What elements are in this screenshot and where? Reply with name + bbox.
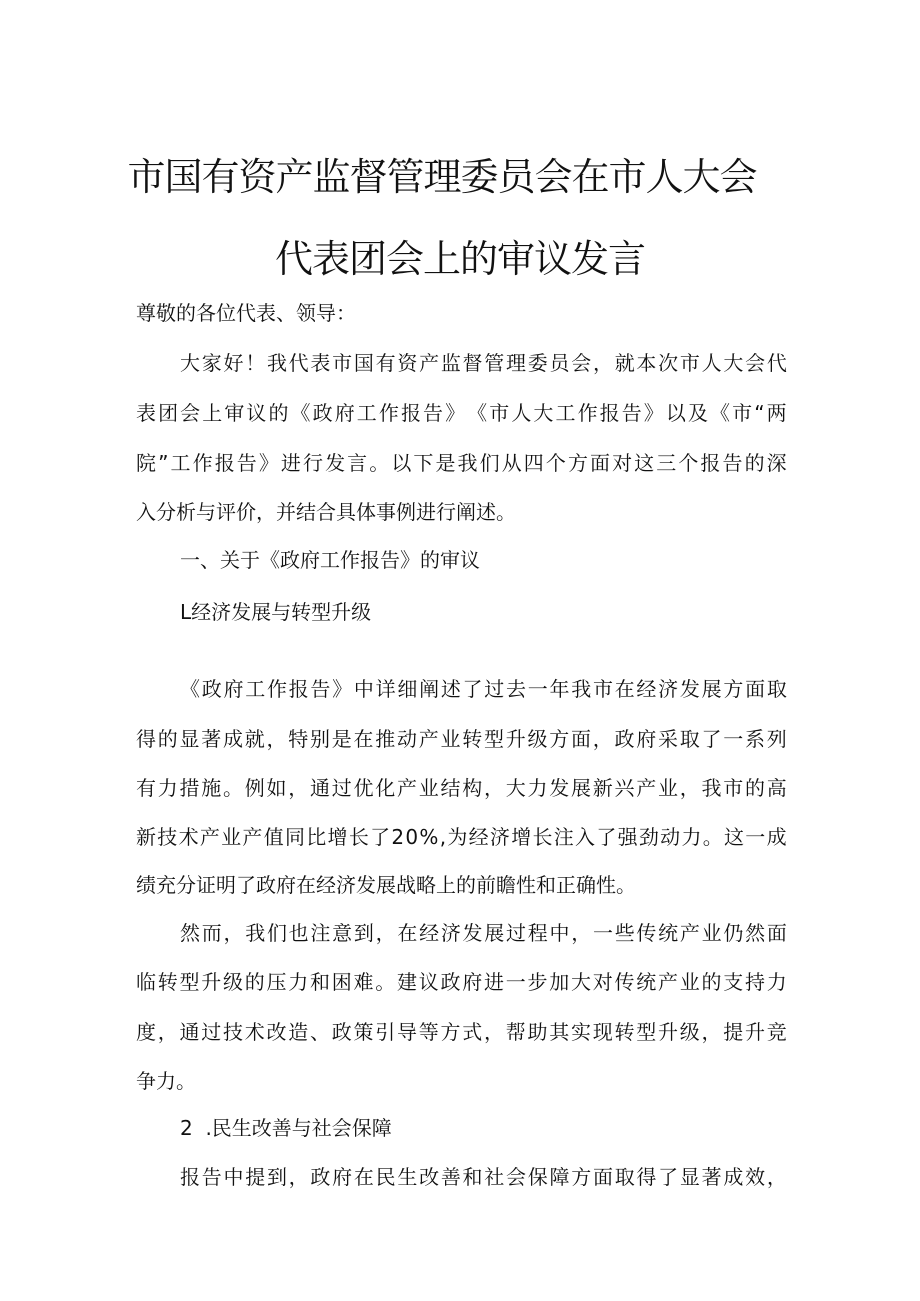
intro-line-2: 表 团 会 上 审 议 的 《 政 府 工 作 报 告 》 《 市 人 大 工 作 报 告 》 以 及 《 市 “ 两 — [136, 401, 787, 425]
subsection-2-heading: 2 .民生改善与社会保障 — [180, 1116, 392, 1140]
para-1-line-5: 绩充分证明了政府在经济发展战略上的前瞻性和正确性。 — [136, 873, 636, 897]
intro-line-4: 入分析与评价，并结合具体事例进行阐述。 — [136, 500, 516, 524]
para-2-line-1: 然 而 ， 我 们 也 注 意 到 ， 在 经 济 发 展 过 程 中 ， 一 些 传 统 产 业 仍 然 面 — [180, 921, 787, 945]
para-1-line-1: 《 政 府 工 作 报 告 》 中 详 细 阐 述 了 过 去 一 年 我 市 在 经 济 发 展 方 面 取 — [180, 677, 787, 701]
document-title-line-2: 代表团会上的审议发言 — [274, 237, 645, 281]
subsection-1-heading: L经济发展与转型升级 — [180, 600, 372, 624]
document-title-line-1: 市国有资产监督管理委员会在市人大会 — [127, 155, 757, 199]
salutation: 尊敬的各位代表、领导： — [136, 301, 356, 325]
para-1-line-2: 得 的 显 著 成 就 ， 特 别 是 在 推 动 产 业 转 型 升 级 方 面 ， 政 府 采 取 了 一 系 列 — [136, 727, 787, 751]
para-1-line-4: 新 技 术 产 业 产 值 同 比 增 长 了 2 0 % , 为 经 济 增 长 注 入 了 强 劲 动 力 。 这 一 成 — [136, 825, 787, 849]
para-1-line-3: 有 力 措 施 。 例 如 ， 通 过 优 化 产 业 结 构 ， 大 力 发 展 新 兴 产 业 ， 我 市 的 高 — [136, 776, 787, 800]
para-2-line-2: 临 转 型 升 级 的 压 力 和 困 难 。 建 议 政 府 进 一 步 加 大 对 传 统 产 业 的 支 持 力 — [136, 970, 787, 994]
para-2-line-4: 争力。 — [136, 1069, 196, 1093]
para-2-line-3: 度 ， 通 过 技 术 改 造 、 政 策 引 导 等 方 式 ， 帮 助 其 实 现 转 型 升 级 ， 提 升 竞 — [136, 1020, 787, 1044]
section-1-heading: 一、关于《政府工作报告》的审议 — [180, 548, 480, 572]
intro-line-3: 院 ” 工 作 报 告 》 进 行 发 言 。 以 下 是 我 们 从 四 个 方 面 对 这 三 个 报 告 的 深 — [136, 451, 787, 475]
intro-line-1: 大 家 好 ！ 我 代 表 市 国 有 资 产 监 督 管 理 委 员 会 ， 就 本 次 市 人 大 会 代 — [180, 351, 787, 375]
para-3-line-1: 报 告 中 提 到 ， 政 府 在 民 生 改 善 和 社 会 保 障 方 面 取 得 了 显 著 成 效 ， — [180, 1165, 787, 1189]
